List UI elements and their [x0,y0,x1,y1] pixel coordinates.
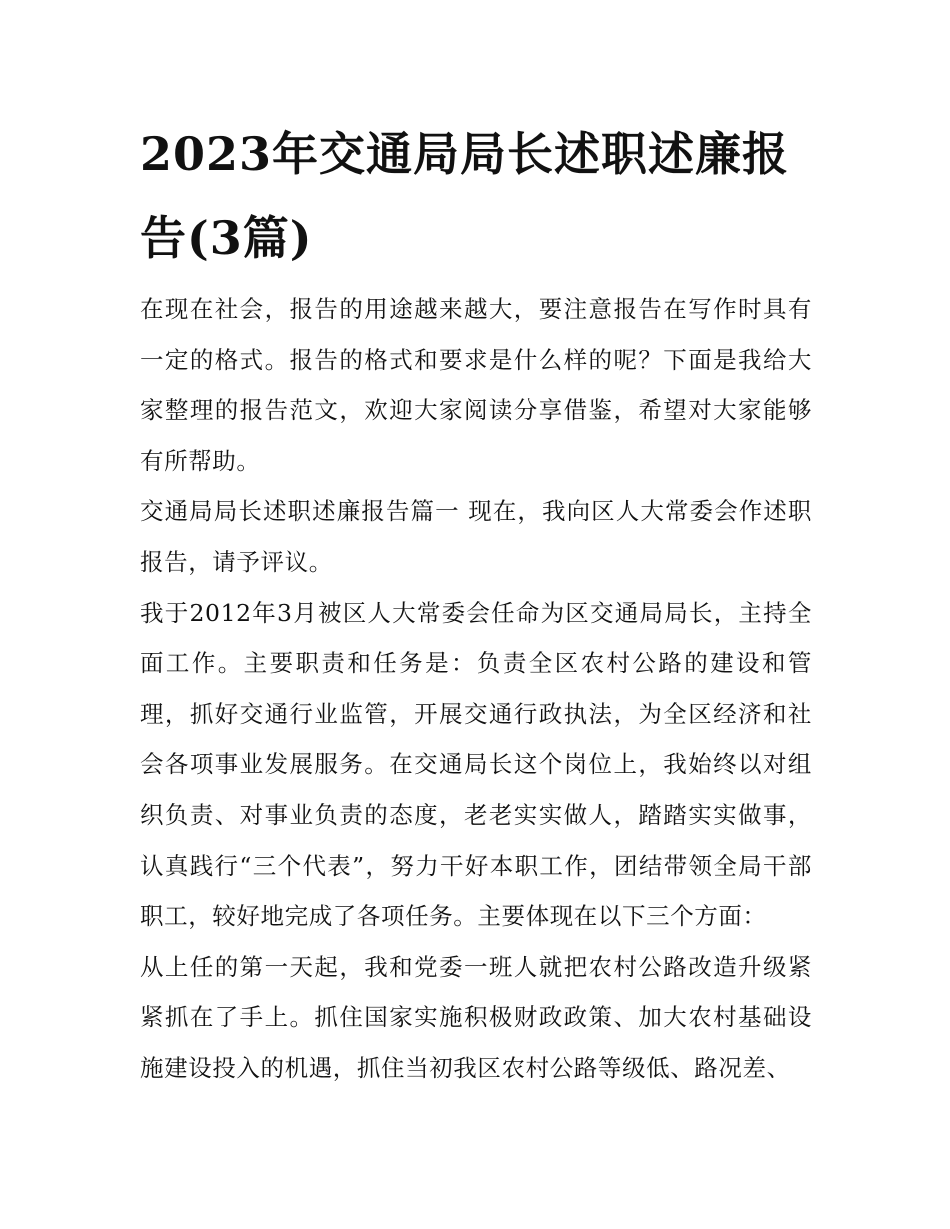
paragraph-section-one-opening: 交通局局长述职述廉报告篇一 现在，我向区人大常委会作述职报告，请予评议。 [140,497,812,576]
document-body [140,284,812,1094]
paragraph-road-upgrade: 从上任的第一天起，我和党委一班人就把农村公路改造升级紧紧抓在了手上。抓住国家实施积极财政政策、加大农村基础设施建设投入的机遇，抓住当初我区农村公路等级低、路况差、 [140,952,812,1082]
paragraph-intro: 在现在社会，报告的用途越来越大，要注意报告在写作时具有一定的格式。报告的格式和要求是什么样的呢？下面是我给大家整理的报告范文，欢迎大家阅读分享借鉴，希望对大家能够有所帮助。 [140,295,812,475]
document-title: 2023年交通局局长述职述廉报告(3篇) [140,127,790,265]
document-content [140,112,812,1094]
paragraph-duties: 我于2012年3月被区人大常委会任命为区交通局局长，主持全面工作。主要职责和任务是：负责全区农村公路的建设和管理，抓好交通行业监管，开展交通行政执法，为全区经济和社会各项事业发展服务。在交通局长这个岗位上，我始终以对组织负责、对事业负责的态度，老老实实做人，踏踏实实做事，认真践行“三个代表”，努力干好本职工作，团结带领全局干部职工，较好地完成了各项任务。主要体现在以下三个方面： [140,598,812,931]
